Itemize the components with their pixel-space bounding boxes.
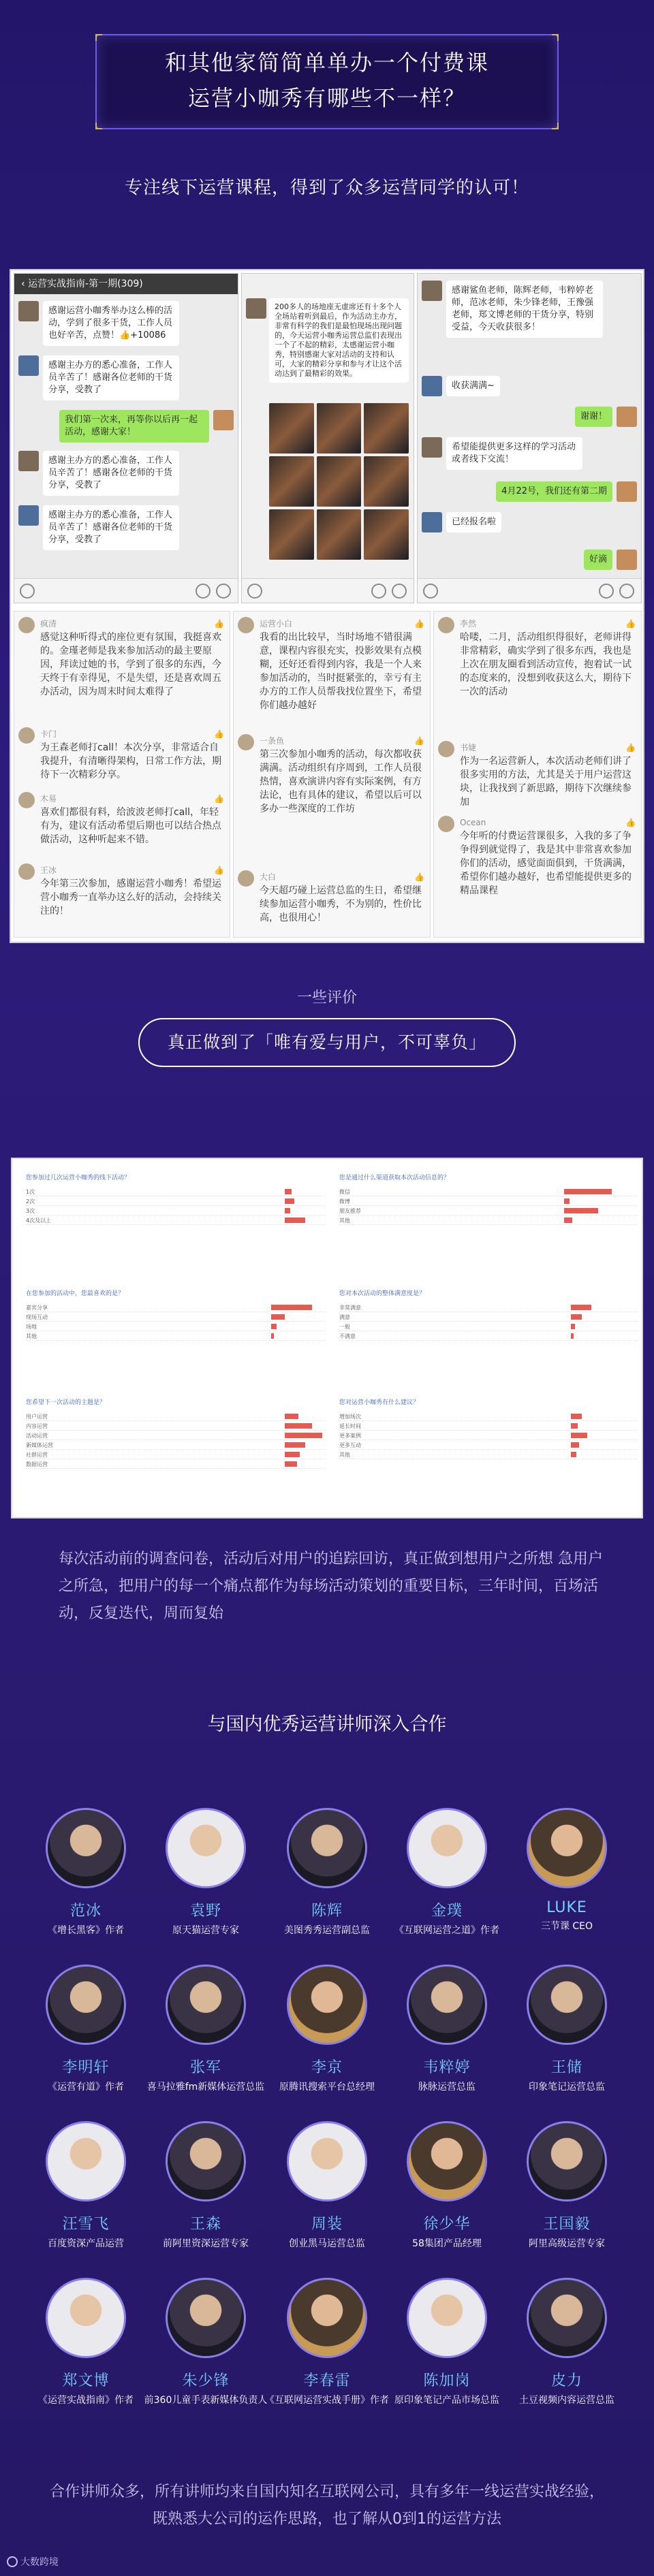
instructor-photo	[46, 1965, 126, 2045]
instructor-photo	[166, 2121, 246, 2201]
instructor-card: 李京 原腾讯搜索平台总经理	[264, 1965, 390, 2093]
chat-message: 200多人的场地座无虚席还有十多个人全场站着听到最后，作为活动主办方，非常有科学的我们是最怕现场出现问题的，今天运营小咖秀运营总监们表现出一个了不起的精彩，太感谢运营小咖秀，特别感谢大家对活动的支持和认可，大家的精彩分享和参与才让这个活动达到了最精彩的效果。	[269, 298, 409, 383]
instructor-card: 陈辉 美图秀秀运营副总监	[264, 1808, 390, 1937]
review-item: 运营小白 我看的出比较早，当时场地不错很满意，课程内容很充实，投影效果有点模糊，还好还看得到内容，我是一个人来参加活动的，当时挺紧张的，幸亏有主办方的工作人员帮我找位置坐下，希望你们越办越好 👍	[239, 617, 424, 712]
chat-message: 感谢主办方的悉心准备，工作人员辛苦了！感谢各位老师的干货分享，受教了	[43, 505, 179, 550]
thumbs-up-icon[interactable]: 👍	[414, 619, 424, 629]
chat-input-bar	[242, 578, 414, 603]
thumbs-up-icon[interactable]: 👍	[214, 729, 224, 739]
instructor-card: 李春雷 《互联网运营实战手册》作者	[264, 2278, 390, 2406]
banner-line-1: 和其他家简简单单办一个付费课	[164, 50, 489, 76]
survey-description: 每次活动前的调查问卷，活动后对用户的追踪回访，真正做到想用户之所想 急用户之所急，把用户的每一个痛点都作为每场活动策划的重要目标，三年时间，百场活动，反复迭代，周而复始	[59, 1551, 603, 1622]
instructor-photo	[407, 2121, 487, 2201]
testimonial-screenshot	[10, 269, 644, 943]
plus-icon[interactable]	[216, 584, 231, 599]
chat-message: 好滴	[584, 550, 612, 570]
survey-question: 您希望下一次活动的主题是？ 用户运营 内容运营 活动运营 新媒体运营 社群运营 数据运营	[26, 1397, 326, 1469]
footer-description: 合作讲师众多，所有讲师均来自国内知名互联网公司，具有多年一线运营实战经验，既熟悉大公司的运作思路，也了解从0到1的运营方法	[49, 2483, 604, 2528]
event-photo-grid	[269, 403, 409, 560]
review-item: 卡门 为王森老师打call！本次分享，非常适合自我提升，有清晰得架构，日常工作方法，期待下一次精彩分享。 👍	[20, 727, 224, 782]
instructor-photo	[287, 1808, 367, 1888]
brand-logo: 大数跨境	[7, 2555, 59, 2569]
chat-message: 谢谢！	[575, 407, 612, 427]
thumbs-up-icon[interactable]: 👍	[625, 818, 636, 827]
instructor-photo	[287, 2121, 367, 2201]
instructor-photo	[287, 2278, 367, 2358]
intro-text: 专注线下运营课程，得到了众多运营同学的认可！	[124, 178, 529, 198]
survey-results-panel	[11, 1158, 643, 1518]
thumbs-up-icon[interactable]: 👍	[214, 794, 224, 804]
instructor-photo	[527, 1965, 607, 2045]
review-item: 李然 哈喽，二月，活动组织得很好，老师讲得非常精彩，确实学到了很多东西，我也是上次在朋友圈看到活动宣传，抱着试一试的态度来的，没想到收获这么大，期待下一次的活动 👍	[439, 617, 636, 699]
plus-icon[interactable]	[392, 584, 407, 599]
instructor-card: 韦粹婷 脉脉运营总监	[384, 1965, 510, 2093]
chat-window-left	[14, 273, 238, 603]
voice-icon[interactable]	[20, 584, 35, 599]
chat-message: 4月22号，我们还有第二期	[496, 481, 612, 502]
instructor-card: 陈加岗 原印象笔记产品市场总监	[384, 2278, 510, 2406]
instructor-photo	[527, 1808, 607, 1888]
instructor-card: 皮力 土豆视频内容运营总监	[504, 2278, 629, 2406]
instructor-card: 朱少锋 前360儿童手表新媒体负责人	[143, 2278, 268, 2406]
instructor-card: LUKE 三节课 CEO	[504, 1808, 629, 1933]
chat-message: 我们第一次来，再等你以后再一起活动，感谢大家！	[59, 410, 209, 443]
corner-ornament	[95, 34, 102, 41]
review-item: 木易 喜欢们都很有料，给波波老师打call，年轻有为，建议有活动希望后期也可以结合热点做活动，这种听起来不错。 👍	[20, 792, 224, 846]
review-item: Ocean 今年听的付费运营课很多，入我的多了争争得到就觉得了，我是其中非常喜欢参加你们的活动，感觉面面俱到，干货满满，希望你们越办越好，也希望能提供更多的精品课程 👍	[439, 816, 636, 897]
review-item: 书婕 作为一名运营新人，本次活动老师们讲了很多实用的方法，尤其是关于用户运营这块，让我找到了新思路，期待下次继续参加 👍	[439, 741, 636, 809]
chat-message: 已经报名啦	[446, 512, 501, 532]
chat-window-middle	[241, 273, 414, 603]
chat-message: 希望能提供更多这样的学习活动或者线下交流！	[446, 437, 582, 470]
emoji-icon[interactable]	[196, 584, 211, 599]
chat-message: 感谢鲨鱼老师，陈辉老师，韦粹婷老师，范冰老师，朱少锋老师，王豫强老师，郑文博老师的干货分享，特别受益，今天收获很多！	[446, 281, 603, 338]
thumbs-up-icon[interactable]: 👍	[214, 619, 224, 629]
chat-window-right	[417, 273, 642, 603]
header-banner	[95, 34, 559, 129]
instructor-card: 周装 创业黑马运营总监	[264, 2121, 390, 2250]
review-column-3	[433, 611, 642, 938]
survey-question: 在您参加的活动中，您最喜欢的是？ 嘉宾分享 现场互动 场地 其他	[26, 1288, 326, 1341]
instructor-card: 汪雪飞 百度资深产品运营	[23, 2121, 149, 2250]
instructor-photo	[46, 2121, 126, 2201]
slogan-pill: 真正做到了「唯有爱与用户，不可辜负」	[138, 1018, 516, 1067]
review-column-1	[14, 611, 230, 938]
instructor-photo	[287, 1965, 367, 2045]
survey-question: 您对运营小咖秀有什么建议？ 增加场次 延长时间 更多案例 更多互动 其他	[339, 1397, 639, 1459]
banner-line-2: 运营小咖秀有哪些不一样？	[187, 85, 466, 111]
instructor-photo	[46, 2278, 126, 2358]
chat-message: 感谢运营小咖秀举办这么棒的活动，学到了很多干货，工作人员也好辛苦，点赞！👍+10086	[43, 301, 179, 346]
instructor-card: 范冰 《增长黑客》作者	[23, 1808, 149, 1937]
review-item: 王冰 今年第三次参加，感谢运营小咖秀！希望运营小咖秀一直举办这么好的活动，会持续关注的！ 👍	[20, 863, 224, 918]
instructor-photo	[46, 1808, 126, 1888]
instructor-card: 张军 喜马拉雅fm新媒体运营总监	[143, 1965, 268, 2093]
logo-icon	[7, 2556, 18, 2567]
instructor-photo	[407, 2278, 487, 2358]
instructor-photo	[527, 2278, 607, 2358]
review-item: 疯清 感觉这种听得式的座位更有氛围，我挺喜欢的。金瑾老师是我来参加活动的最主要原因，拜读过她的书，学到了很多的东西，今天终于有幸得见，不是失望，还是喜欢周五办活动，因为周末时间太难得了 👍	[20, 617, 224, 699]
instructor-photo	[407, 1808, 487, 1888]
chat-input-bar	[14, 578, 238, 603]
chat-message: 感谢主办方的悉心准备，工作人员辛苦了！感谢各位老师的干货分享，受教了	[43, 451, 179, 496]
corner-ornament	[552, 123, 559, 129]
chat-title: ‹ 运营实战指南-第一期(309)	[14, 274, 238, 294]
voice-icon[interactable]	[423, 584, 438, 599]
chat-input-bar	[418, 578, 641, 603]
review-column-2	[233, 611, 431, 938]
instructor-card: 李明轩 《运营有道》作者	[23, 1965, 149, 2093]
survey-question: 您是通过什么渠道获取本次活动信息的？ 微信 微博 朋友推荐 其他	[339, 1173, 639, 1225]
thumbs-up-icon[interactable]: 👍	[625, 619, 636, 629]
thumbs-up-icon[interactable]: 👍	[414, 736, 424, 746]
review-item: 一条鱼 第三次参加小咖秀的活动，每次都收获满满。活动组织有序周到，工作人员很热情，喜欢演讲内容有实际案例，有方法论，也有具体的建议，希望以后可以多办一些深度的工作坊 👍	[239, 734, 424, 816]
instructor-card: 郑文博 《运营实战指南》作者	[23, 2278, 149, 2406]
instructor-photo	[166, 1808, 246, 1888]
emoji-icon[interactable]	[371, 584, 386, 599]
survey-question: 您参加过几次运营小咖秀的线下活动？ 1次 2次 3次 4次及以上	[26, 1173, 326, 1225]
chat-message: 收获满满~	[446, 376, 500, 396]
chat-message: 感谢主办方的悉心准备，工作人员辛苦了！感谢各位老师的干货分享，受教了	[43, 355, 179, 400]
instructor-card: 王储 印象笔记运营总监	[504, 1965, 629, 2093]
emoji-icon[interactable]	[599, 584, 614, 599]
instructor-card: 徐少华 58集团产品经理	[384, 2121, 510, 2250]
instructor-photo	[166, 1965, 246, 2045]
review-item: 大白 今天超巧碰上运营总监的生日，希望继续参加运营小咖秀，不为别的，性价比高，也很用心！ 👍	[239, 870, 424, 925]
instructor-photo	[166, 2278, 246, 2358]
partners-heading: 与国内优秀运营讲师深入合作	[207, 1714, 447, 1735]
section-label: 一些评价	[296, 989, 357, 1006]
thumbs-up-icon[interactable]: 👍	[625, 743, 636, 752]
corner-ornament	[552, 34, 559, 41]
voice-icon[interactable]	[247, 584, 262, 599]
instructor-photo	[407, 1965, 487, 2045]
plus-icon[interactable]	[619, 584, 634, 599]
instructor-photo	[527, 2121, 607, 2201]
survey-question: 您对本次活动的整体满意度是？ 非常满意 满意 一般 不满意	[339, 1288, 639, 1341]
thumbs-up-icon[interactable]: 👍	[214, 865, 224, 875]
corner-ornament	[95, 123, 102, 129]
instructor-card: 金璞 《互联网运营之道》作者	[384, 1808, 510, 1937]
instructor-card: 王森 前阿里资深运营专家	[143, 2121, 268, 2250]
instructor-card: 袁野 原天猫运营专家	[143, 1808, 268, 1937]
instructor-card: 王国毅 阿里高级运营专家	[504, 2121, 629, 2250]
thumbs-up-icon[interactable]: 👍	[414, 872, 424, 882]
